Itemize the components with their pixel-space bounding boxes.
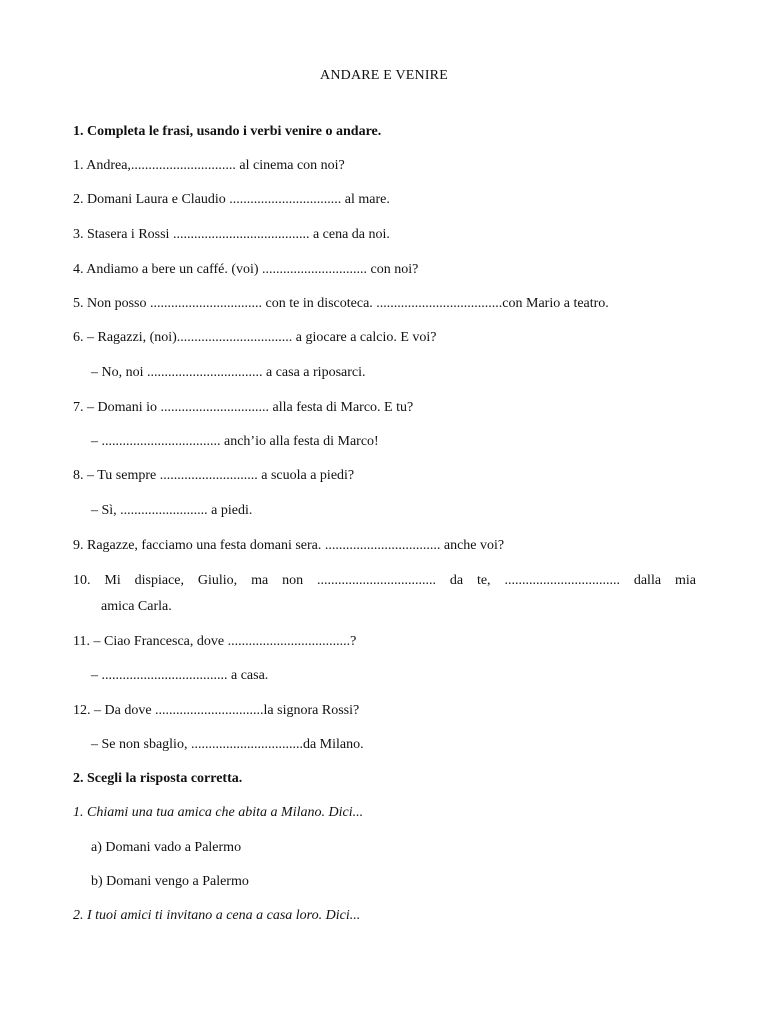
exercise-line-3: 3. Stasera i Rossi ....................................... a cena da noi. — [73, 227, 390, 242]
word: dispiace, — [134, 573, 184, 588]
exercise-line-11: 11. – Ciao Francesca, dove ...................................? — [73, 634, 357, 649]
question-1-option-b: b) Domani vengo a Palermo — [91, 874, 249, 889]
exercise-line-6-reply: – No, noi ................................. a casa a riposarci. — [91, 365, 366, 380]
question-2: 2. I tuoi amici ti invitano a cena a casa loro. Dici... — [73, 908, 361, 923]
section2-heading: 2. Scegli la risposta corretta. — [73, 771, 243, 786]
question-1: 1. Chiami una tua amica che abita a Milano. Dici... — [73, 805, 364, 820]
word: 10. — [73, 573, 91, 588]
blank: ................................. — [504, 573, 620, 588]
word: da — [449, 573, 464, 588]
exercise-line-12-reply: – Se non sbaglio, ................................da Milano. — [91, 737, 364, 752]
word: non — [282, 573, 304, 588]
word: Giulio, — [197, 573, 238, 588]
word: dalla — [633, 573, 662, 588]
exercise-line-10-continuation: amica Carla. — [101, 599, 172, 614]
exercise-line-2: 2. Domani Laura e Claudio ................................ al mare. — [73, 192, 390, 207]
exercise-line-8-reply: – Sì, ......................... a piedi. — [91, 503, 253, 518]
exercise-line-7: 7. – Domani io ............................... alla festa di Marco. E tu? — [73, 400, 414, 415]
exercise-line-6: 6. – Ragazzi, (noi)................................. a giocare a calcio. E voi? — [73, 330, 437, 345]
exercise-line-10 — [73, 572, 696, 590]
exercise-line-1: 1. Andrea,.............................. al cinema con noi? — [73, 158, 345, 173]
word: mia — [674, 573, 696, 588]
section1-heading: 1. Completa le frasi, usando i verbi venire o andare. — [73, 124, 382, 139]
exercise-line-5: 5. Non posso ................................ con te in discoteca. ....................................con Mario a teatro. — [73, 296, 609, 311]
exercise-line-8: 8. – Tu sempre ............................ a scuola a piedi? — [73, 468, 355, 483]
word: te, — [476, 573, 491, 588]
word: Mi — [104, 573, 121, 588]
blank: .................................. — [316, 573, 436, 588]
exercise-line-12: 12. – Da dove ...............................la signora Rossi? — [73, 703, 360, 718]
exercise-line-7-reply: – .................................. anch’io alla festa di Marco! — [91, 434, 379, 449]
question-1-option-a: a) Domani vado a Palermo — [91, 840, 242, 855]
word: ma — [251, 573, 269, 588]
exercise-line-4: 4. Andiamo a bere un caffé. (voi) .............................. con noi? — [73, 262, 419, 277]
exercise-line-9: 9. Ragazze, facciamo una festa domani sera. ................................. anche voi? — [73, 538, 505, 553]
page-title: ANDARE E VENIRE — [320, 68, 448, 83]
exercise-line-11-reply: – .................................... a casa. — [91, 668, 269, 683]
